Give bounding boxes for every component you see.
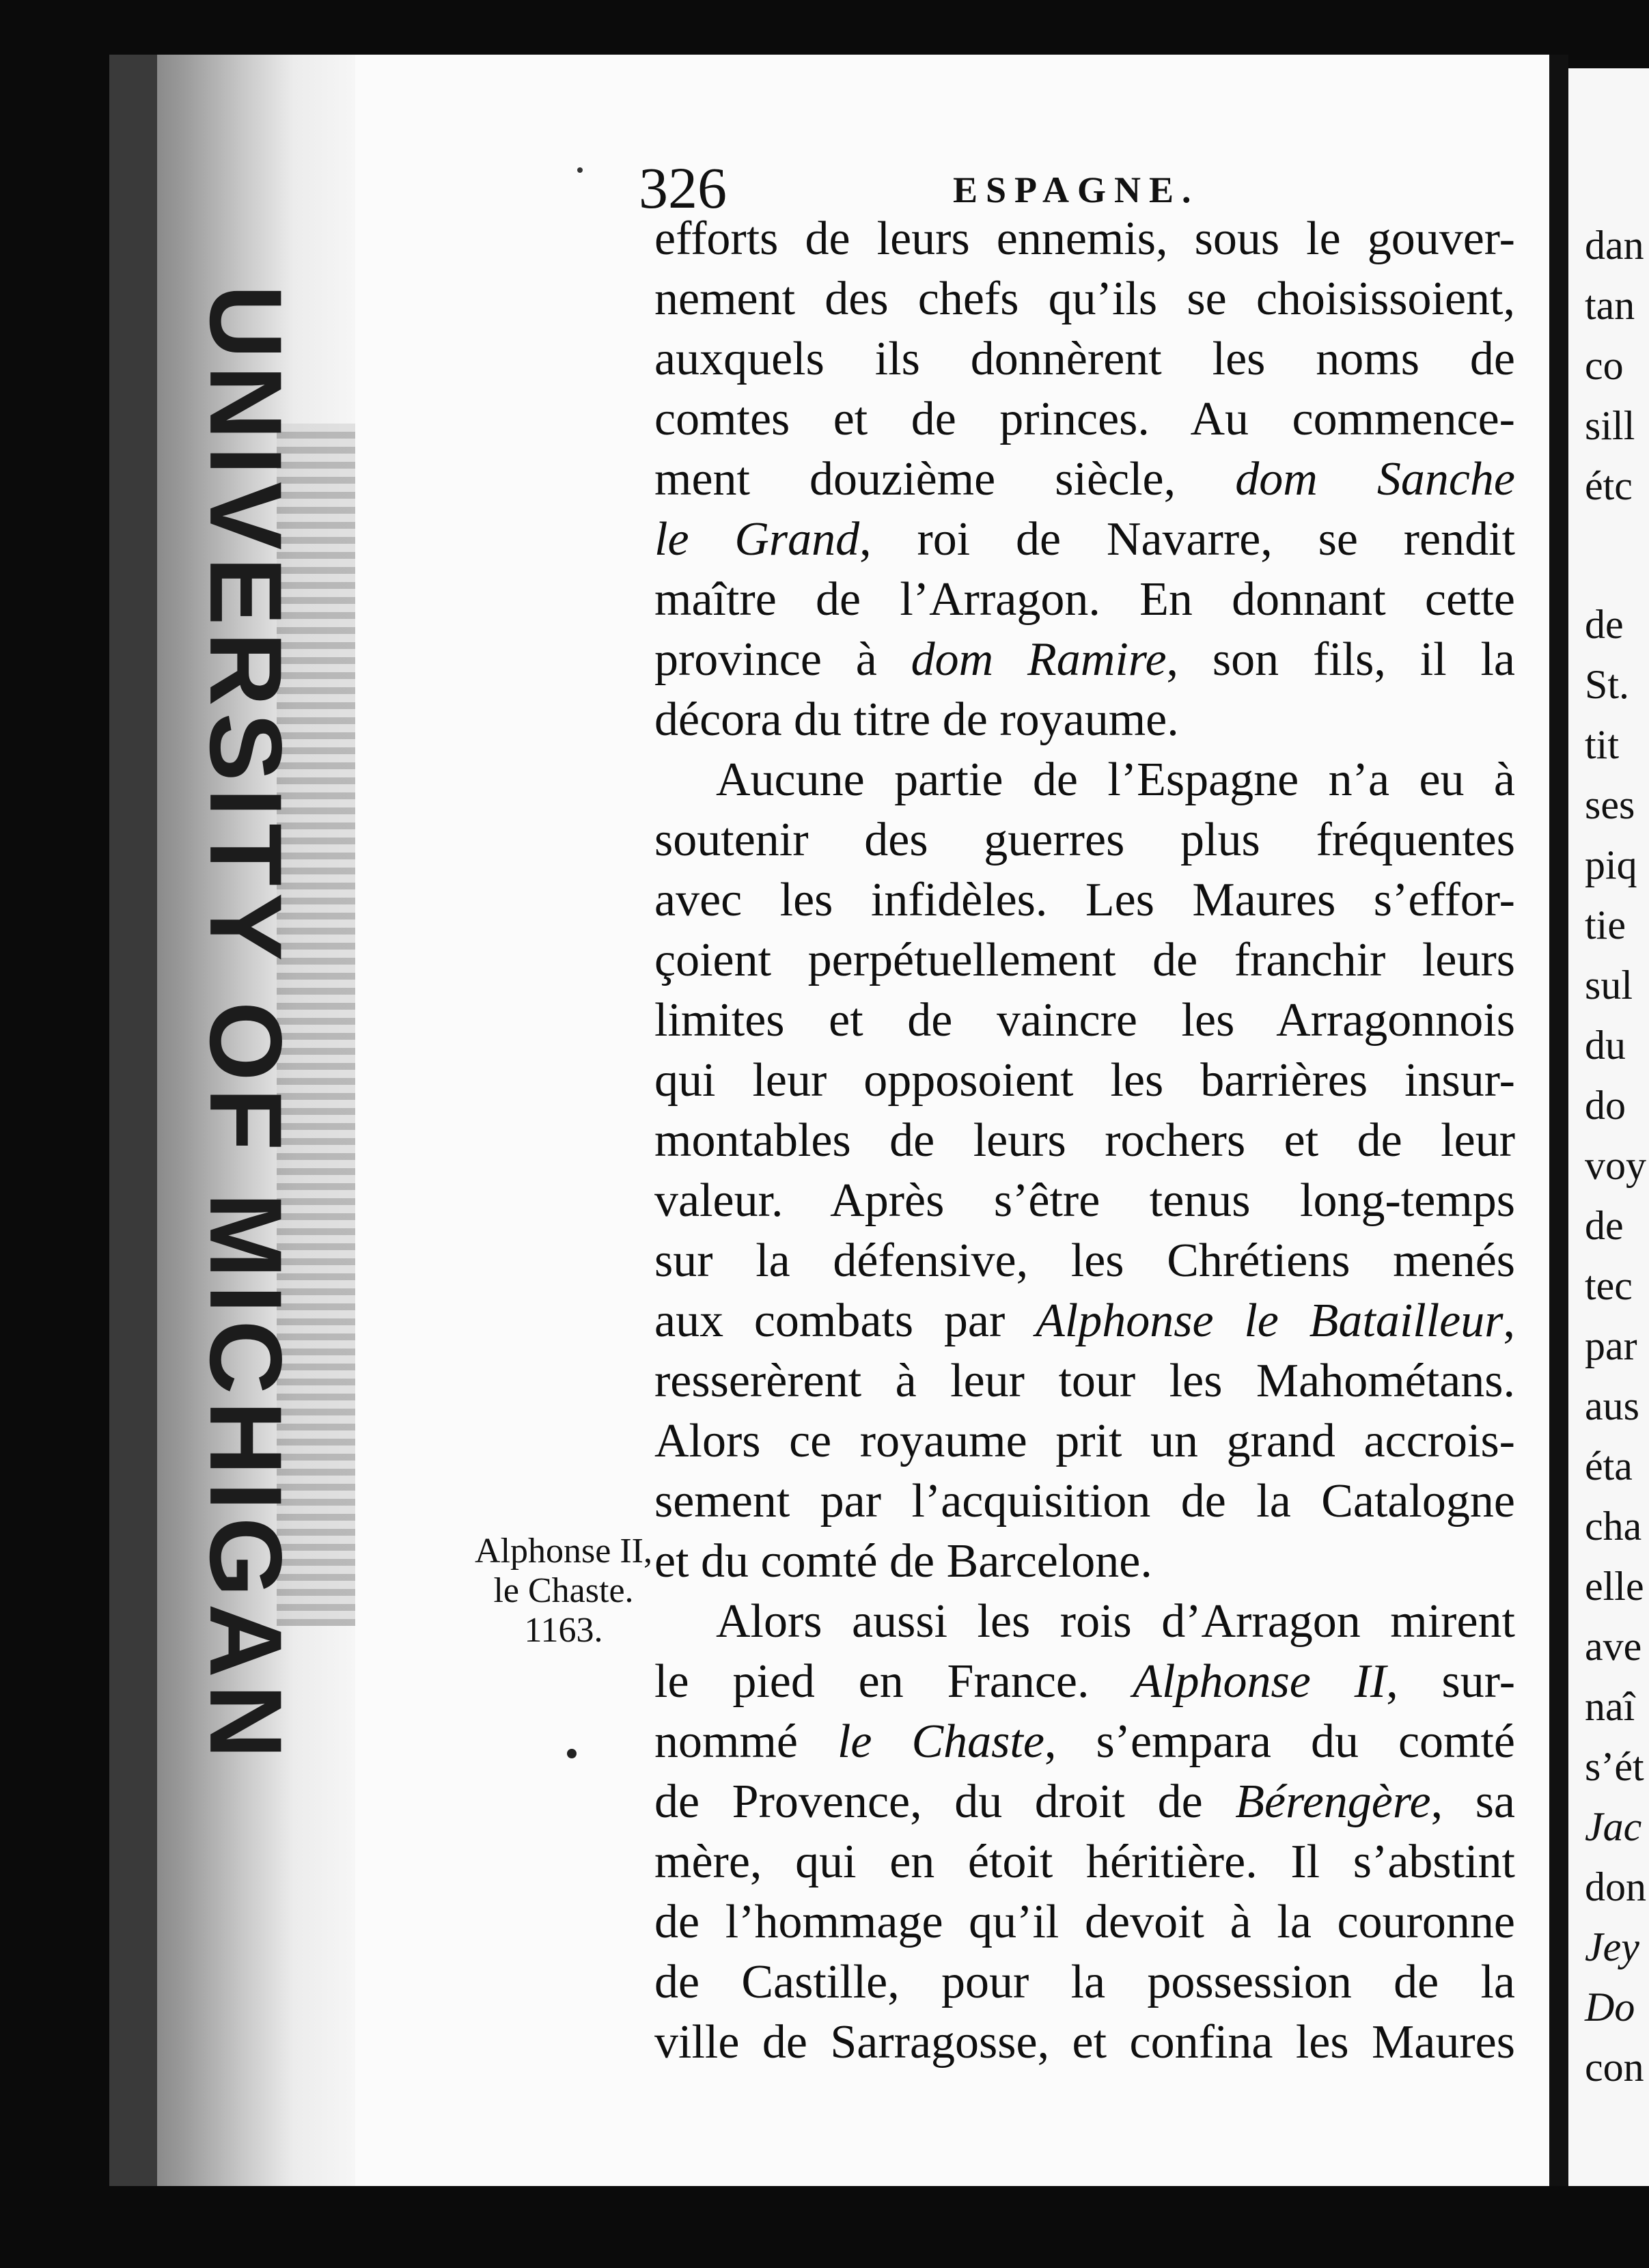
facing-page-fragment: Jey: [1585, 1924, 1639, 1969]
facing-page-fragment: don: [1585, 1864, 1646, 1909]
facing-page-fragment: tan: [1585, 283, 1635, 328]
facing-page-fragment: ave: [1585, 1624, 1642, 1669]
text-line: nement des chefs qu’ils se choisissoient,: [654, 273, 1515, 325]
text-line: avec les infidèles. Les Maures s’effor-: [654, 874, 1515, 926]
page-number: 326: [639, 155, 727, 221]
text-segment: le pied en France.: [654, 1655, 1133, 1708]
text-line: décora du titre de royaume.: [654, 693, 1179, 746]
text-line: de l’hommage qu’il devoit à la couronne: [654, 1896, 1515, 1948]
text-segment: de Provence, du droit de: [654, 1775, 1236, 1828]
facing-page-fragment: tie: [1585, 902, 1626, 948]
facing-page-fragment: cha: [1585, 1504, 1642, 1549]
facing-page-fragment: tit: [1585, 722, 1620, 767]
text-line: Alors aussi les rois d’Arragon mirent: [716, 1595, 1515, 1648]
text-line: [654, 513, 1516, 566]
library-stamp: [140, 284, 352, 1765]
text-line: efforts de leurs ennemis, sous le gouver-: [654, 212, 1515, 265]
text-line: soutenir des guerres plus fréquentes: [654, 814, 1515, 866]
facing-page-fragment: con: [1585, 2045, 1644, 2090]
text-line: et du comté de Barcelone.: [654, 1535, 1152, 1588]
text-line: maître de l’Arragon. En donnant cette: [654, 573, 1515, 626]
text-line: [654, 1655, 1515, 1708]
facing-page-fragment: du: [1585, 1023, 1626, 1068]
margin-note-line: 1163.: [524, 1611, 603, 1650]
facing-page-fragment: do: [1585, 1083, 1626, 1128]
text-line: Alors ce royaume prit un grand accrois-: [654, 1415, 1515, 1467]
italic-name: Alphonse II: [1133, 1655, 1387, 1708]
text-line: ville de Sarragosse, et confina les Maures: [654, 2016, 1515, 2069]
italic-name: dom Ramire: [911, 633, 1167, 686]
facing-page-fragment: naî: [1585, 1684, 1635, 1729]
running-head: ESPAGNE.: [953, 169, 1200, 210]
margin-note-line: le Chaste.: [493, 1571, 634, 1610]
text-line: [654, 1715, 1515, 1768]
ink-speck: [577, 167, 583, 173]
facing-page-fragment: par: [1585, 1323, 1637, 1368]
facing-page-fragment: ses: [1585, 782, 1635, 827]
margin-note-line: Alphonse II,: [475, 1532, 652, 1571]
text-line: Aucune partie de l’Espagne n’a eu à: [716, 753, 1515, 806]
library-stamp-text: UNIVERSITY OF MICHIGAN: [189, 284, 304, 1765]
facing-page-fragment: tec: [1585, 1263, 1633, 1308]
text-line: valeur. Après s’être tenus long-temps: [654, 1174, 1515, 1227]
text-segment: , roi de Navarre, se rendit: [859, 513, 1516, 566]
text-segment: , sur-: [1386, 1655, 1515, 1708]
text-segment: nommé: [654, 1715, 837, 1768]
text-line: auxquels ils donnèrent les noms de: [654, 333, 1515, 385]
text-line: [654, 1775, 1515, 1828]
facing-page-fragment: elle: [1585, 1564, 1644, 1609]
facing-page-fragment: aus: [1585, 1383, 1639, 1428]
facing-page-fragment: voy: [1585, 1143, 1646, 1188]
facing-page-fragment: étc: [1585, 463, 1633, 508]
text-line: montables de leurs rochers et de leur: [654, 1114, 1515, 1167]
text-segment: ment douzième siècle,: [654, 453, 1236, 506]
facing-page-fragment: Jac: [1585, 1804, 1642, 1849]
text-line: qui leur opposoient les barrières insur-: [654, 1054, 1515, 1107]
italic-name: le Grand: [654, 513, 860, 566]
facing-page-fragment: Do: [1585, 1984, 1635, 2030]
text-line: [654, 633, 1516, 686]
text-line: resserèrent à leur tour les Mahométans.: [654, 1355, 1515, 1407]
text-line: [654, 1297, 1515, 1345]
facing-page-fragment: éta: [1585, 1443, 1633, 1489]
facing-page-fragment: sill: [1585, 403, 1635, 448]
text-segment: , s’empara du comté: [1044, 1715, 1515, 1768]
text-line: de Castille, pour la possession de la: [654, 1956, 1515, 2008]
text-line: sur la défensive, les Chrétiens menés: [654, 1234, 1515, 1287]
italic-name: le Chaste: [837, 1715, 1044, 1768]
text-line: comtes et de princes. Au commence-: [654, 393, 1515, 445]
text-segment: ,: [1503, 1295, 1515, 1347]
facing-page-fragment: de: [1585, 1203, 1624, 1248]
facing-page-fragment: piq: [1585, 842, 1637, 887]
text-segment: aux combats par: [654, 1295, 1036, 1347]
italic-name: Alphonse le Batailleur: [1036, 1295, 1504, 1347]
italic-name: Bérengère: [1235, 1775, 1431, 1828]
text-line: çoient perpétuellement de franchir leurs: [654, 934, 1515, 986]
facing-page-fragment: dan: [1585, 223, 1644, 268]
text-segment: province à: [654, 633, 911, 686]
facing-page-fragment: St.: [1585, 662, 1630, 707]
page-gutter: [1549, 55, 1568, 2186]
facing-page: [1568, 68, 1649, 2186]
ink-speck: [567, 1749, 577, 1758]
facing-page-fragment: de: [1585, 602, 1624, 647]
facing-page-fragment: s’ét: [1585, 1744, 1644, 1789]
page-header: [639, 154, 1240, 222]
text-segment: , son fils, il la: [1166, 633, 1516, 686]
text-line: mère, qui en étoit héritière. Il s’abstint: [654, 1836, 1515, 1888]
text-line: [654, 453, 1515, 506]
text-line: sement par l’acquisition de la Catalogne: [654, 1475, 1515, 1527]
italic-name: dom Sanche: [1235, 453, 1515, 506]
text-line: limites et de vaincre les Arragonnois: [654, 994, 1515, 1047]
text-segment: , sa: [1430, 1775, 1515, 1828]
facing-page-fragment: sul: [1585, 963, 1633, 1008]
facing-page-fragment: co: [1585, 343, 1624, 388]
